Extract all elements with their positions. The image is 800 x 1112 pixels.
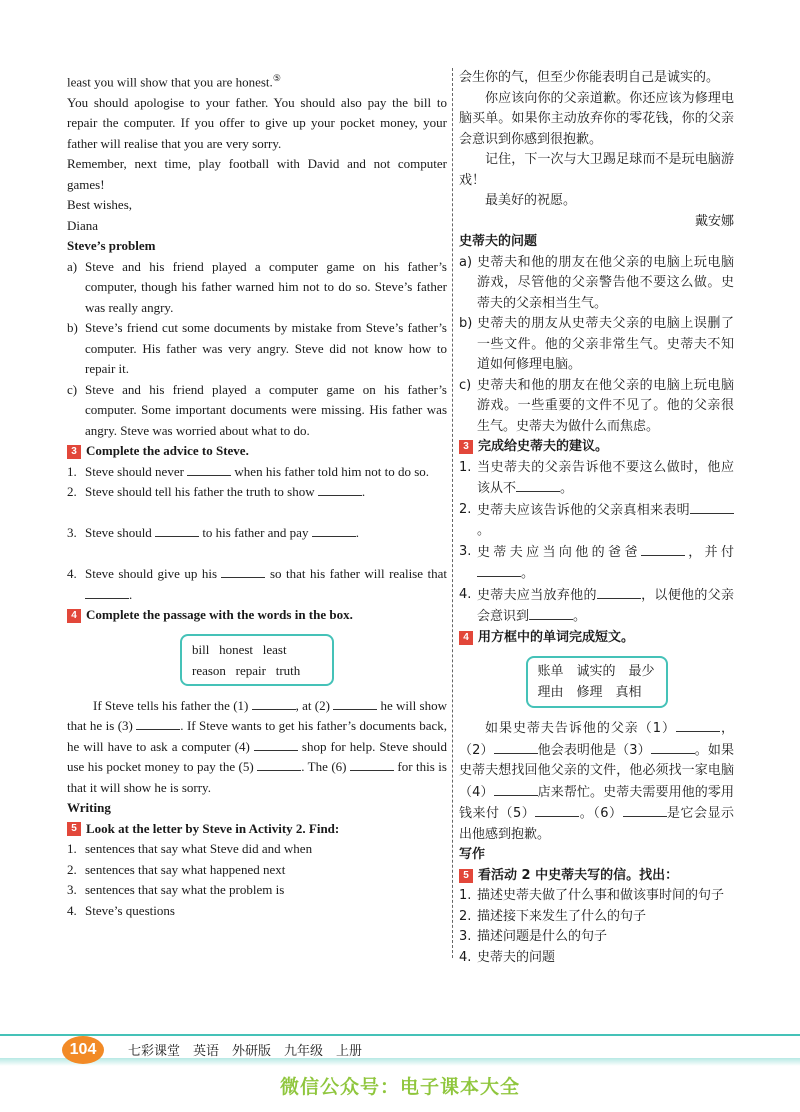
page-number: 104	[62, 1036, 104, 1064]
answer-blank[interactable]	[690, 500, 734, 514]
exercise-item: 2. 描述接下来发生了什么的句子	[459, 908, 647, 924]
watermark: 微信公众号：电子课本大全	[279, 1076, 520, 1098]
exercise-number-badge: 4	[67, 609, 81, 623]
answer-blank[interactable]	[623, 803, 667, 817]
answer-blank[interactable]	[136, 716, 180, 730]
answer-blank[interactable]	[651, 740, 695, 754]
problem-item: c) 史蒂夫和他的朋友在他父亲的电脑上玩电脑游戏。一些重要的文件不见了。他的父亲很生气。史蒂夫为做什么而焦虑。	[459, 377, 734, 434]
answer-blank[interactable]	[333, 696, 377, 710]
problem-item: b) Steve’s friend cut some documents by mistake from Steve’s father’s computer. His father was very angry. Steve did not know how to repair it.	[67, 320, 447, 377]
problem-heading: 史蒂夫的问题	[459, 234, 538, 249]
exercise-item: 2. sentences that say what happened next	[67, 861, 286, 877]
exercise-item: 2. 史蒂夫应该告诉他的父亲真相来表明。	[459, 500, 734, 542]
exercise-4-heading: 4 Complete the passage with the words in the box.	[67, 605, 447, 626]
letter-line: 会生你的气，但至少你能表明自己是诚实的。	[459, 70, 720, 85]
answer-blank[interactable]	[529, 606, 573, 620]
exercise-3-heading: 3 Complete the advice to Steve.	[67, 441, 447, 462]
exercise-5-heading: 5 看活动 2 中史蒂夫写的信。找出：	[459, 866, 734, 887]
exercise-item: 1. Steve should never when his father told him not to do so.	[67, 463, 430, 479]
exercise-5-heading: 5 Look at the letter by Steve in Activity 2. Find:	[67, 819, 447, 840]
chinese-column	[459, 68, 734, 968]
problem-item: c) Steve and his friend played a computer game on his father’s computer. Some important documents were missing. His father was angry. Steve was worried about what to do.	[67, 381, 447, 438]
answer-blank[interactable]	[254, 737, 298, 751]
answer-blank[interactable]	[477, 563, 521, 577]
cloze-passage: If Steve tells his father the (1) , at (2) he will show that he is (3) . If Steve wants to get his father’s documents back, he will have to ask a computer (4) shop for help. Steve should use his pocket money to pay the (5) . The (6) for this is that it will show he is sorry.	[67, 697, 448, 795]
problem-item: b) 史蒂夫的朋友从史蒂夫父亲的电脑上误删了一些文件。他的父亲非常生气。史蒂夫不知道如何修理电脑。	[459, 316, 734, 372]
answer-blank[interactable]	[535, 803, 579, 817]
writing-heading: Writing	[67, 800, 111, 816]
answer-blank[interactable]	[318, 482, 362, 496]
answer-blank[interactable]	[155, 523, 199, 537]
problem-heading: Steve’s problem	[67, 238, 156, 254]
exercise-item: 4. 史蒂夫应当放弃他的 ，以便他的父亲会意识到 。	[459, 586, 734, 624]
exercise-item: 3. sentences that say what the problem is	[67, 882, 285, 898]
exercise-item: 4. Steve should give up his so that his father will realise that .	[67, 566, 447, 602]
answer-blank[interactable]	[350, 757, 394, 771]
answer-blank[interactable]	[494, 782, 538, 796]
exercise-item: 3. 史蒂夫应当向他的爸爸 ，并付。	[459, 543, 734, 581]
answer-blank[interactable]	[257, 757, 301, 771]
problem-item: a) Steve and his friend played a computer game on his father’s computer, though his father warned him not to do so. Steve’s father was really angry.	[67, 258, 447, 315]
answer-blank[interactable]	[312, 523, 356, 537]
footer-rule	[0, 1034, 800, 1036]
letter-paragraph: 你应该向你的父亲道歉。你还应该为修理电脑买单。如果你主动放弃你的零花钱，你的父亲会意识到你感到很抱歉。	[459, 90, 734, 147]
answer-blank[interactable]	[641, 542, 685, 556]
exercise-item: 3. 描述问题是什么的句子	[459, 929, 608, 944]
word-box	[180, 634, 334, 686]
book-title: 七彩课堂 英语 外研版 九年级 上册	[128, 1044, 363, 1059]
word-box-row: reason repair truth	[192, 662, 301, 678]
column-divider	[452, 68, 453, 958]
problem-item: a) 史蒂夫和他的朋友在他父亲的电脑上玩电脑游戏，尽管他的父亲警告他不要这么做。史蒂夫的父亲相当生气。	[459, 254, 734, 311]
cloze-passage: 如果史蒂夫告诉他的父亲（1） ，（2） 他会表明他是（3） 。如果史蒂夫想找回他父亲的文件，他必须找一家电脑（4） 店来帮忙。史蒂夫需要用他的零用钱来付（5） 。（6） 是它会显示出他感到抱歉。	[459, 718, 734, 845]
exercise-item: 1. 描述史蒂夫做了什么事和做该事时间的句子	[459, 888, 725, 903]
answer-blank[interactable]	[221, 564, 265, 578]
letter-paragraph: Remember, next time, play football with David and not computer games!	[67, 156, 447, 192]
word-box	[526, 656, 668, 708]
exercise-item: 2. Steve should tell his father the truth to show .	[67, 484, 366, 500]
exercise-item: 4. Steve’s questions	[67, 902, 175, 918]
writing-heading: 写作	[459, 847, 486, 862]
english-column	[67, 68, 447, 921]
exercise-item: 1. 当史蒂夫的父亲告诉他不要这么做时，他应该从不 。	[459, 459, 734, 496]
exercise-number-badge: 3	[67, 445, 81, 459]
letter-signature: Diana	[67, 217, 99, 233]
letter-closing: 最美好的祝愿。	[485, 193, 577, 208]
answer-blank[interactable]	[252, 696, 296, 710]
exercise-number-badge: 3	[459, 440, 473, 454]
answer-blank[interactable]	[676, 718, 720, 732]
answer-blank[interactable]	[494, 740, 538, 754]
exercise-4-heading: 4 用方框中的单词完成短文。	[459, 628, 734, 649]
footer-shade	[0, 1058, 800, 1066]
answer-blank[interactable]	[597, 585, 641, 599]
letter-signature: 戴安娜	[694, 213, 734, 229]
word-box-row: 理由 修理 真相	[537, 685, 642, 700]
letter-closing: Best wishes,	[67, 197, 132, 213]
exercise-3-heading: 3 完成给史蒂夫的建议。	[459, 437, 734, 458]
exercise-number-badge: 4	[459, 631, 473, 645]
word-box-row: 账单 诚实的 最少	[537, 664, 655, 679]
exercise-item: 3. Steve should to his father and pay .	[67, 525, 359, 541]
answer-blank[interactable]	[85, 585, 129, 599]
exercise-item: 1. sentences that say what Steve did and when	[67, 841, 313, 857]
exercise-item: 4. 史蒂夫的问题	[459, 949, 556, 965]
exercise-number-badge: 5	[459, 869, 473, 883]
answer-blank[interactable]	[187, 462, 231, 476]
word-box-row: bill honest least	[192, 641, 287, 657]
letter-paragraph: You should apologise to your father. You should also pay the bill to repair the computer. If you offer to give up your pocket money, your father will realise that you are very sorry.	[67, 94, 447, 151]
letter-paragraph: 记住，下一次与大卫踢足球而不是玩电脑游戏！	[459, 152, 734, 188]
exercise-number-badge: 5	[67, 822, 81, 836]
footnote-mark: ⑤	[272, 73, 281, 83]
letter-line: least you will show that you are honest.⑤	[67, 73, 281, 90]
answer-blank[interactable]	[516, 478, 560, 492]
